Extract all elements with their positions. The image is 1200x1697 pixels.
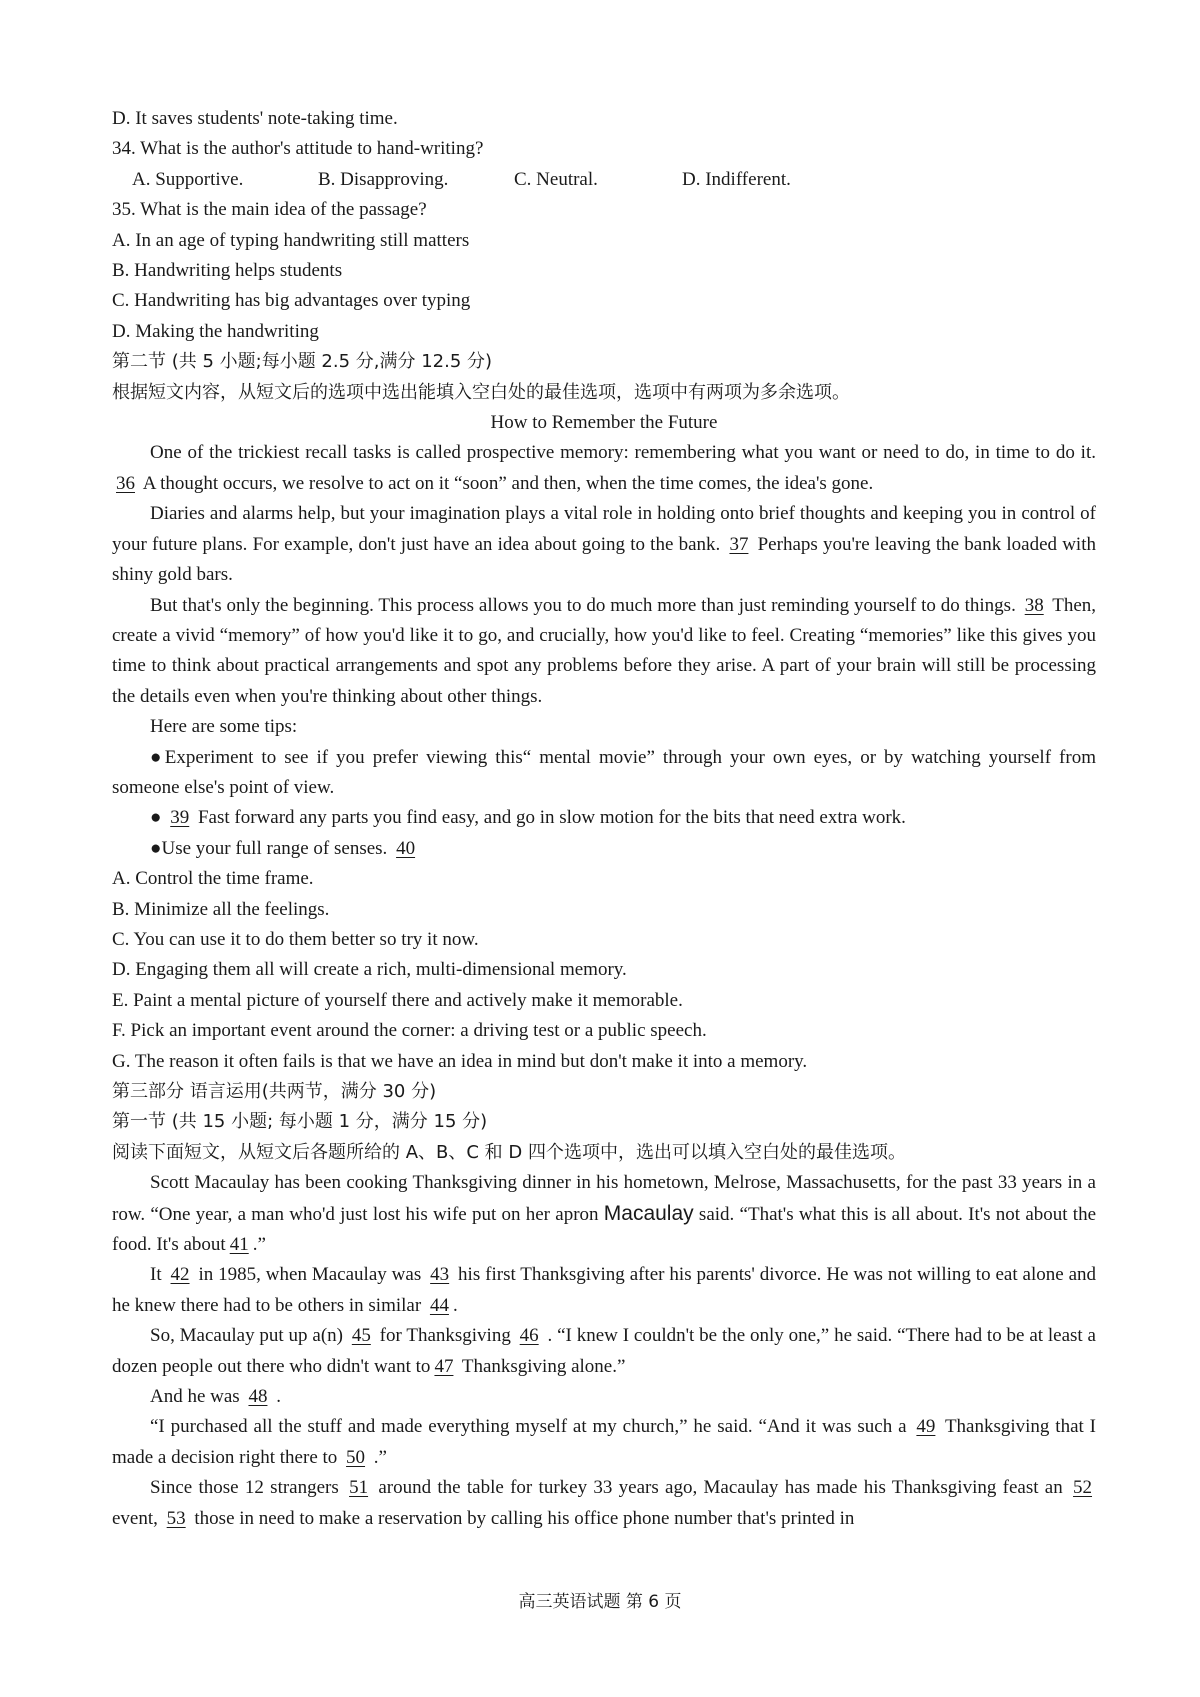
page-footer: 高三英语试题 第 6 页	[518, 1592, 682, 1612]
option-e: E. Paint a mental picture of yourself there and actively make it memorable.	[112, 989, 683, 1011]
blank-38: 38	[1024, 594, 1044, 616]
q35-option-d: D. Making the handwriting	[112, 320, 319, 342]
blank-52: 52	[1073, 1477, 1093, 1499]
blank-46: 46	[519, 1325, 539, 1347]
q33-option-d: D. It saves students' note-taking time.	[112, 108, 398, 129]
cloze-paragraph-3: So, Macaulay put up a(n) 45 for Thanksgiving 46 . “I knew I couldn't be the only one,” he said. “There had to be at least a dozen people out there who didn't want to 47 Thanksgiving alone.”	[112, 1325, 1096, 1377]
cloze-paragraph-1: Scott Macaulay has been cooking Thanksgiving dinner in his hometown, Melrose, Massachusetts, for the past 33 years in a row. “One year, a man who'd just lost his wife put on her apron Macaulay said. “That's what this is all about. It's not about the food. It's about 41 .”	[112, 1172, 1096, 1256]
passage-paragraph-1: One of the trickiest recall tasks is called prospective memory: remembering what you want or need to do, in time to do it. 36 A thought occurs, we resolve to act on it “soon” and then, when the time comes, the idea's gone.	[112, 438, 1096, 499]
option-f: F. Pick an important event around the corner: a driving test or a public speech.	[112, 1020, 707, 1042]
blank-44: 44	[429, 1294, 449, 1316]
passage-paragraph-2: Diaries and alarms help, but your imagination plays a vital role in holding onto brief thoughts and keeping you in control of your future plans. For example, don't just have an idea about going to the bank. 37 Perhaps you're leaving the bank loaded with shiny gold bars.	[112, 503, 1096, 586]
part3-instruction: 阅读下面短文，从短文后各题所给的 A、B、C 和 D 四个选项中，选出可以填入空白处的最佳选项。	[112, 1141, 906, 1163]
q34-option-d: D. Indifferent.	[682, 168, 791, 190]
option-c: C. You can use it to do them better so try it now.	[112, 928, 479, 950]
section2-heading: 第二节 (共 5 小题;每小题 2.5 分,满分 12.5 分)	[112, 351, 493, 373]
cloze-paragraph-5: “I purchased all the stuff and made everything myself at my church,” he said. “And it was such a 49 Thanksgiving that I made a decision right there to 50 .”	[112, 1416, 1097, 1468]
blank-50: 50	[346, 1446, 366, 1468]
option-a: A. Control the time frame.	[112, 868, 314, 890]
q34-option-c: C. Neutral.	[514, 168, 598, 190]
blank-51: 51	[349, 1477, 369, 1499]
q35-option-a: A. In an age of typing handwriting still matters	[112, 229, 470, 251]
option-g: G. The reason it often fails is that we have an idea in mind but don't make it into a memory.	[112, 1050, 808, 1072]
option-d: D. Engaging them all will create a rich, multi-dimensional memory.	[112, 959, 627, 981]
q34-stem: 34. What is the author's attitude to hand-writing?	[112, 138, 484, 160]
blank-36: 36	[116, 472, 135, 494]
exam-page	[112, 104, 1096, 1534]
blank-37: 37	[729, 533, 749, 555]
part3-section1-heading: 第一节 (共 15 小题; 每小题 1 分，满分 15 分)	[112, 1111, 488, 1133]
tip-1: ●Experiment to see if you prefer viewing this“ mental movie” through your own eyes, or by watching yourself from someone else's point of view.	[112, 746, 1096, 798]
blank-47: 47	[434, 1355, 454, 1377]
part3-heading: 第三部分 语言运用(共两节，满分 30 分)	[112, 1081, 437, 1102]
q35-stem: 35. What is the main idea of the passage?	[112, 199, 427, 221]
passage-paragraph-3: But that's only the beginning. This process allows you to do much more than just reminding yourself to do things. 38 Then, create a vivid “memory” of how you'd like it to go, and crucially, how you'd like to feel. Creating “memories” like this gives you time to think about practical arrangements and spot any problems before they arise. A part of your brain will still be processing the details even when you're thinking about other things.	[112, 594, 1097, 707]
q35-option-c: C. Handwriting has big advantages over typing	[112, 290, 471, 312]
handwritten-name: Macaulay	[603, 1201, 694, 1225]
blank-42: 42	[170, 1264, 190, 1286]
q34-options	[112, 165, 1096, 195]
blank-40: 40	[396, 837, 416, 859]
blank-53: 53	[166, 1507, 186, 1529]
passage-title: How to Remember the Future	[490, 412, 718, 434]
section2-instruction: 根据短文内容，从短文后的选项中选出能填入空白处的最佳选项，选项中有两项为多余选项。	[112, 381, 850, 403]
blank-39: 39	[170, 807, 190, 829]
tip-2: ● 39 Fast forward any parts you find easy, and go in slow motion for the bits that need extra work.	[150, 807, 906, 829]
tips-intro: Here are some tips:	[150, 716, 298, 738]
blank-45: 45	[351, 1325, 371, 1347]
cloze-paragraph-2: It 42 in 1985, when Macaulay was 43 his first Thanksgiving after his parents' divorce. He was not willing to eat alone and he knew there had to be others in similar 44 .	[112, 1264, 1097, 1316]
option-b: B. Minimize all the feelings.	[112, 898, 330, 920]
blank-43: 43	[430, 1264, 450, 1286]
blank-49: 49	[916, 1416, 936, 1438]
tip-3: ●Use your full range of senses. 40	[112, 834, 1096, 864]
blank-48: 48	[248, 1386, 268, 1408]
cloze-paragraph-4: And he was 48 .	[150, 1386, 281, 1408]
blank-41: 41	[229, 1234, 249, 1256]
q34-option-b: B. Disapproving.	[318, 168, 449, 190]
cloze-paragraph-6: Since those 12 strangers 51 around the table for turkey 33 years ago, Macaulay has made his Thanksgiving feast an 52 event, 53 those in need to make a reservation by calling his office phone number that's printed in	[112, 1473, 1096, 1534]
q34-option-a: A. Supportive.	[132, 168, 244, 190]
q35-option-b: B. Handwriting helps students	[112, 260, 343, 282]
